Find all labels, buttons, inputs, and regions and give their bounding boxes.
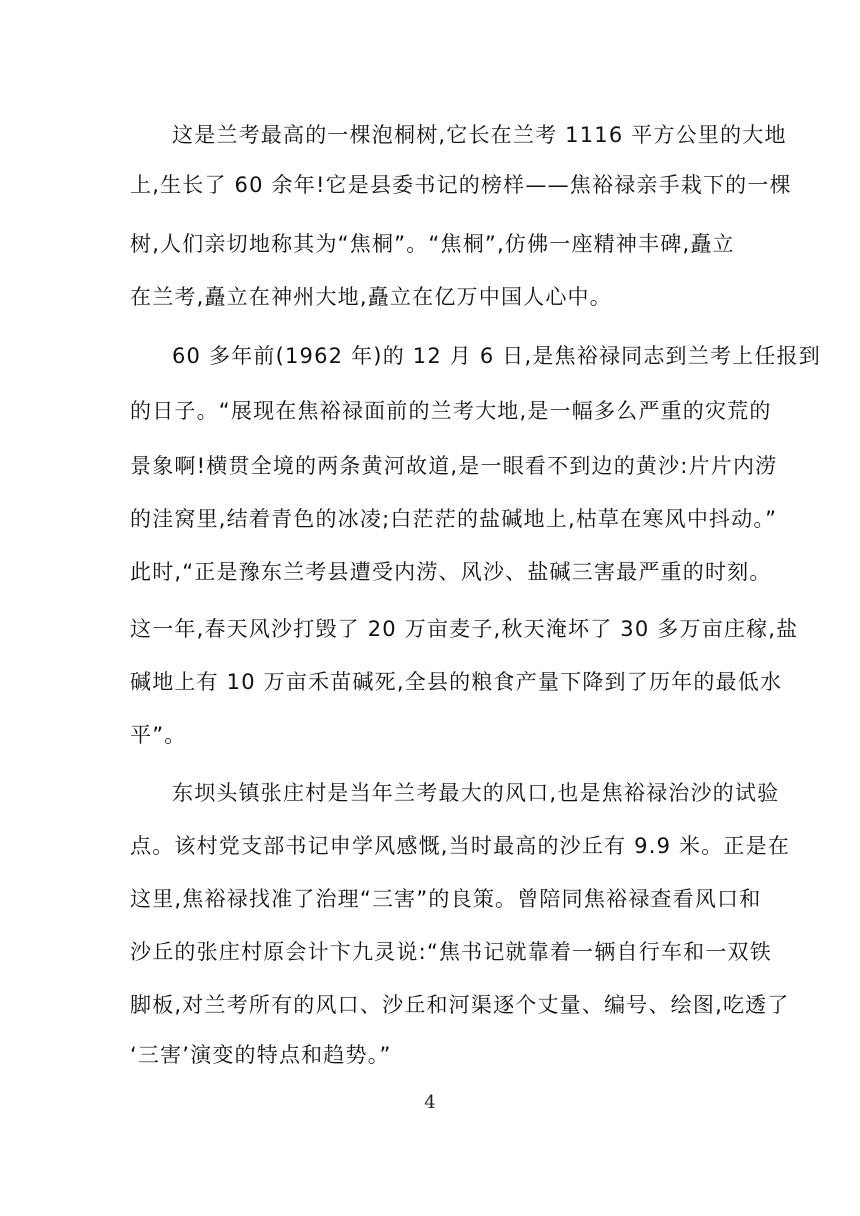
paragraph-1-line-1: 这是兰考最高的一棵泡桐树,它长在兰考 1116 平方公里的大地 [172, 123, 787, 147]
paragraph-3-line-2: 点。该村党支部书记申学风感慨,当时最高的沙丘有 9.9 米。正是在 [130, 834, 791, 858]
paragraph-2-line-5: 此时,“正是豫东兰考县遭受内涝、风沙、盐碱三害最严重的时刻。 [130, 560, 772, 584]
paragraph-3-line-6: ‘三害’演变的特点和趋势。” [130, 1043, 392, 1067]
paragraph-2-line-8: 平”。 [130, 723, 187, 747]
paragraph-2-line-1: 60 多年前(1962 年)的 12 月 6 日,是焦裕禄同志到兰考上任报到 [172, 344, 821, 368]
paragraph-3-line-1: 东坝头镇张庄村是当年兰考最大的风口,也是焦裕禄治沙的试验 [172, 781, 780, 805]
paragraph-3-line-4: 沙丘的张庄村原会计卞九灵说:“焦书记就靠着一辆自行车和一双铁 [130, 940, 772, 964]
paragraph-1-line-3: 树,人们亲切地称其为“焦桐”。“焦桐”,仿佛一座精神丰碑,矗立 [130, 232, 735, 256]
paragraph-2-line-2: 的日子。“展现在焦裕禄面前的兰考大地,是一幅多么严重的灾荒的 [130, 399, 772, 423]
paragraph-1-line-2: 上,生长了 60 余年!它是县委书记的榜样——焦裕禄亲手栽下的一棵 [130, 173, 792, 197]
paragraph-1-line-4: 在兰考,矗立在神州大地,矗立在亿万中国人心中。 [130, 285, 612, 309]
paragraph-3-line-5: 脚板,对兰考所有的风口、沙丘和河渠逐个丈量、编号、绘图,吃透了 [130, 993, 790, 1017]
paragraph-2-line-6: 这一年,春天风沙打毁了 20 万亩麦子,秋天淹坏了 30 多万亩庄稼,盐 [130, 617, 799, 641]
paragraph-2-line-3: 景象啊!横贯全境的两条黄河故道,是一眼看不到边的黄沙:片片内涝 [130, 454, 778, 478]
page-number: 4 [424, 1092, 436, 1113]
paragraph-2-line-4: 的洼窝里,结着青色的冰凌;白茫茫的盐碱地上,枯草在寒风中抖动。” [130, 507, 778, 531]
paragraph-2-line-7: 碱地上有 10 万亩禾苗碱死,全县的粮食产量下降到了历年的最低水 [130, 670, 783, 694]
paragraph-3-line-3: 这里,焦裕禄找准了治理“三害”的良策。曾陪同焦裕禄查看风口和 [130, 887, 762, 911]
